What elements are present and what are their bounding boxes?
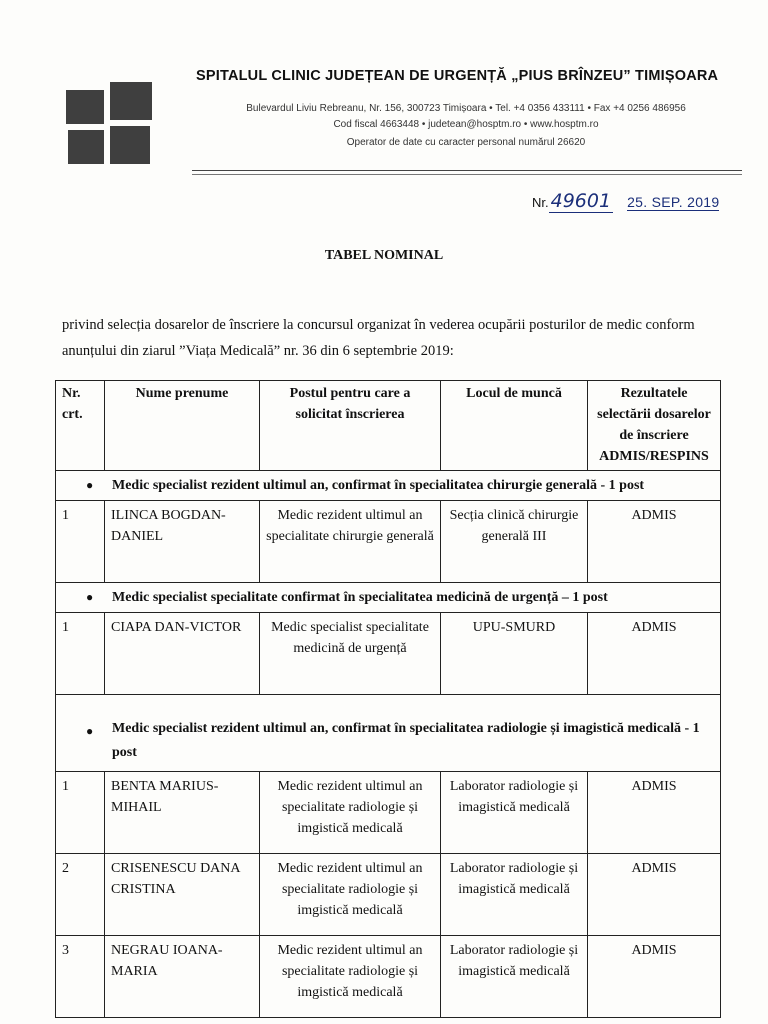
cell-place: Laborator radiologie și imagistică medicală: [441, 936, 588, 1018]
cell-place: UPU-SMURD: [441, 613, 588, 695]
cell-post: Medic rezident ultimul an specialitate radiologie și imgistică medicală: [260, 772, 441, 854]
cell-result: ADMIS: [588, 501, 721, 583]
header-divider: [192, 170, 742, 171]
registration-number: 49601: [550, 190, 612, 212]
bullet-icon: ●: [86, 590, 94, 604]
cell-nr: 1: [56, 613, 105, 695]
cell-post: Medic rezident ultimul an specialitate radiologie și imgistică medicală: [260, 936, 441, 1018]
cell-nr: 1: [56, 501, 105, 583]
registration-label: Nr.: [532, 195, 549, 210]
document-intro: privind selecția dosarelor de înscriere la concursul organizat în vederea ocupării posturilor de medic conform anunțului din ziarul ”Viața Medicală” nr. 36 din 6 septembrie 2019:: [62, 317, 695, 359]
cell-name: NEGRAU IOANA-MARIA: [105, 936, 260, 1018]
table-row: [56, 501, 721, 583]
cell-name: BENTA MARIUS-MIHAIL: [105, 772, 260, 854]
cell-nr: 3: [56, 936, 105, 1018]
section-title: Medic specialist specialitate confirmat în specialitatea medicină de urgență – 1 post: [112, 590, 608, 605]
header-post: Postul pentru care a solicitat înscrierea: [260, 381, 441, 471]
cell-result: ADMIS: [588, 772, 721, 854]
registration-date: 25. SEP. 2019: [627, 194, 720, 210]
bullet-icon: ●: [86, 478, 94, 492]
header-result: Rezultatele selectării dosarelor de înscriere ADMIS/RESPINS: [588, 381, 721, 471]
section-row: [56, 583, 721, 613]
section-title: Medic specialist rezident ultimul an, confirmat în specialitatea chirurgie generală - 1 post: [112, 478, 645, 493]
table-row: [56, 854, 721, 936]
header-place: Locul de muncă: [441, 381, 588, 471]
operator-line: Operator de date cu caracter personal numărul 26620: [346, 137, 586, 148]
hospital-logo: [66, 78, 156, 166]
table-row: [56, 772, 721, 854]
document-title: TABEL NOMINAL: [324, 248, 444, 263]
table-header-row: [56, 381, 721, 471]
table-row: [56, 613, 721, 695]
section-row: [56, 695, 721, 772]
table-row: [56, 936, 721, 1018]
cell-post: Medic rezident ultimul an specialitate radiologie și imgistică medicală: [260, 854, 441, 936]
cell-nr: 2: [56, 854, 105, 936]
header-nr: Nr. crt.: [56, 381, 105, 471]
cell-post: Medic specialist specialitate medicină de urgență: [260, 613, 441, 695]
fiscal-line: Cod fiscal 4663448 • judetean@hosptm.ro • www.hosptm.ro: [333, 119, 599, 130]
cell-place: Secția clinică chirurgie generală III: [441, 501, 588, 583]
cell-result: ADMIS: [588, 613, 721, 695]
address-line: Bulevardul Liviu Rebreanu, Nr. 156, 300723 Timișoara • Tel. +4 0356 433111 • Fax +4 0256 486956: [246, 103, 686, 114]
cell-nr: 1: [56, 772, 105, 854]
header-name: Nume prenume: [105, 381, 260, 471]
cell-result: ADMIS: [588, 936, 721, 1018]
results-table: [55, 380, 721, 1018]
cell-post: Medic rezident ultimul an specialitate chirurgie generală: [260, 501, 441, 583]
cell-name: CIAPA DAN-VICTOR: [105, 613, 260, 695]
cell-place: Laborator radiologie și imagistică medicală: [441, 854, 588, 936]
section-row: [56, 471, 721, 501]
registration-stamp: [532, 190, 719, 212]
institution-name: SPITALUL CLINIC JUDEȚEAN DE URGENȚĂ „PIUS BRÎNZEU” TIMIȘOARA: [196, 68, 719, 84]
cell-place: Laborator radiologie și imagistică medicală: [441, 772, 588, 854]
cell-name: CRISENESCU DANA CRISTINA: [105, 854, 260, 936]
section-title: Medic specialist rezident ultimul an, confirmat în specialitatea radiologie și imagistică medicală - 1 post: [112, 721, 700, 760]
header-divider-thin: [192, 174, 742, 175]
cell-result: ADMIS: [588, 854, 721, 936]
bullet-icon: ●: [86, 724, 94, 738]
cell-name: ILINCA BOGDAN-DANIEL: [105, 501, 260, 583]
